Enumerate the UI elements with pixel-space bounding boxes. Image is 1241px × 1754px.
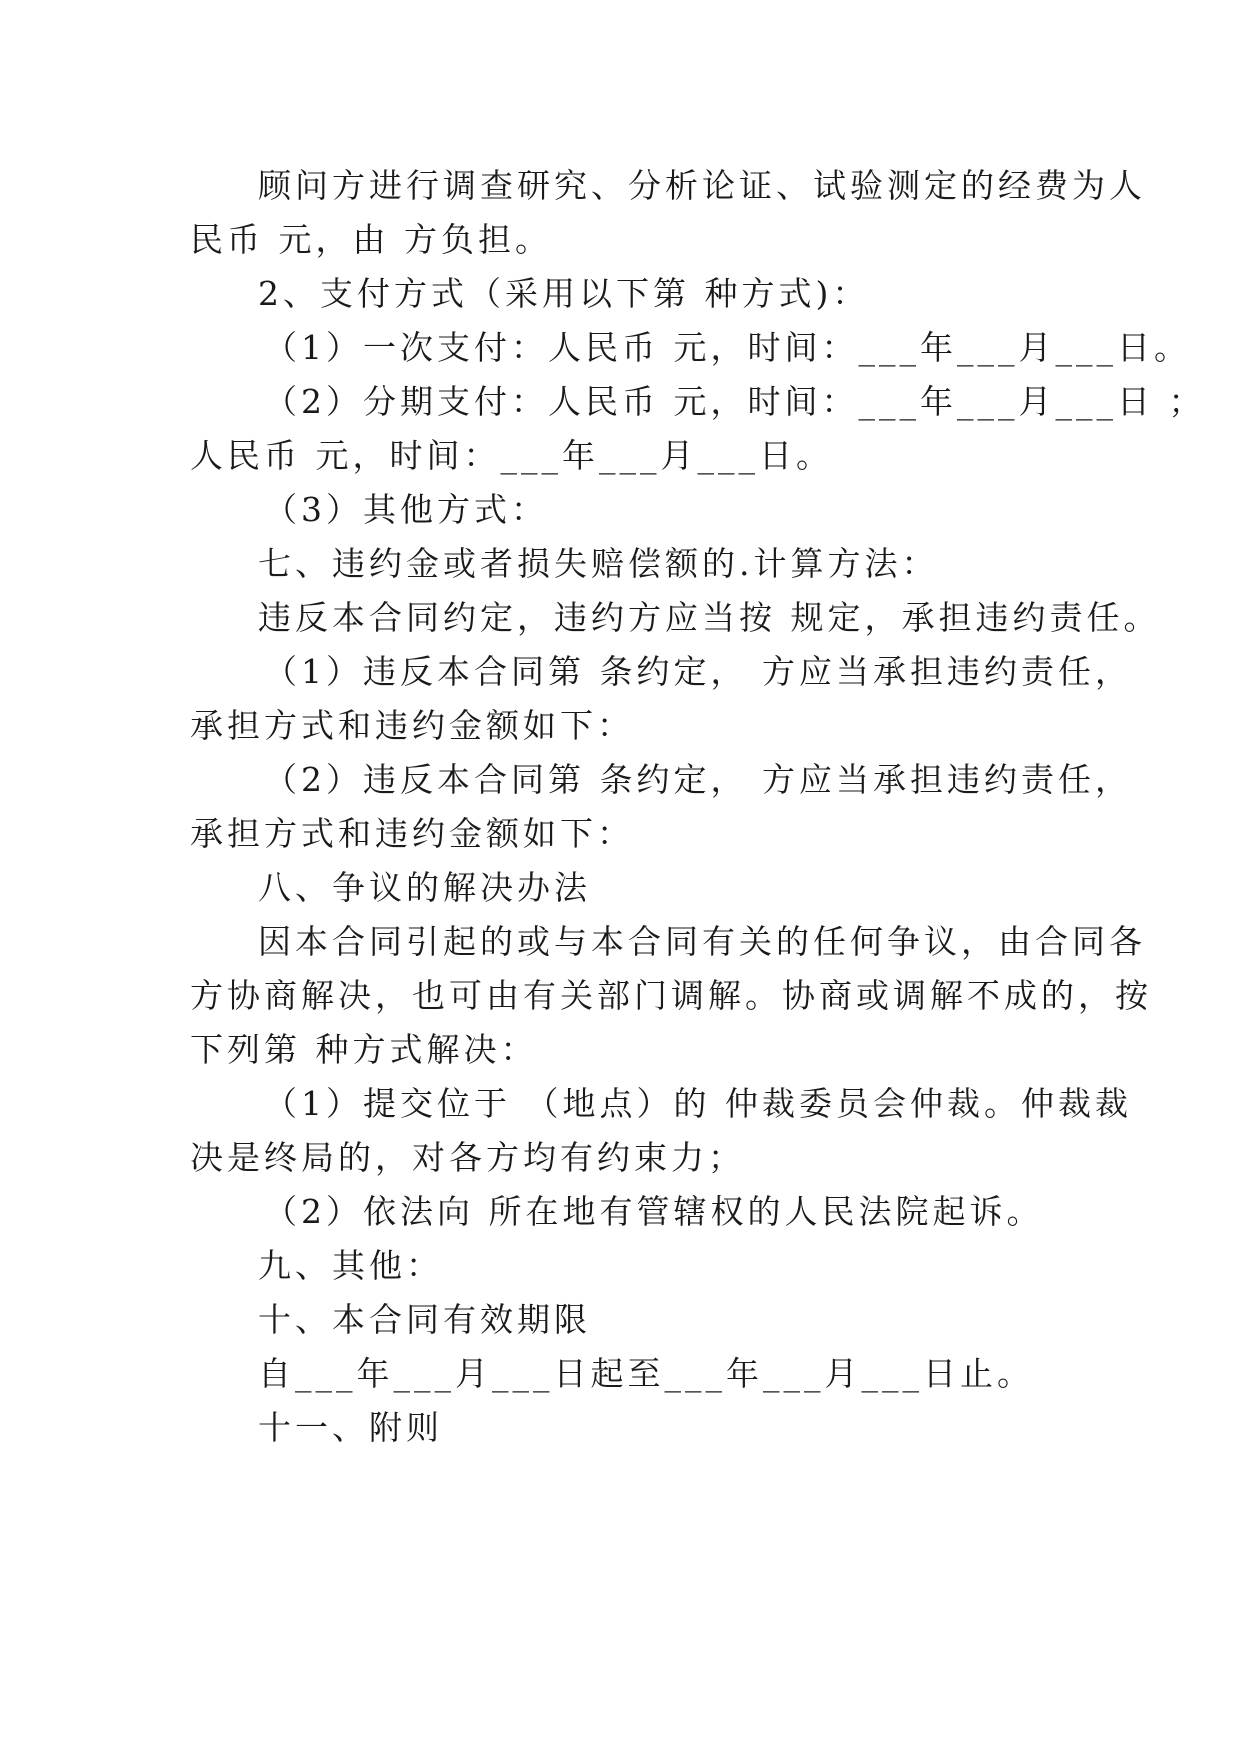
paragraph-line: （2）依法向 所在地有管辖权的人民法院起诉。 bbox=[264, 1192, 1044, 1231]
paragraph-line: 民币 元，由 方负担。 bbox=[190, 220, 552, 259]
section-heading: 七、违约金或者损失赔偿额的.计算方法： bbox=[258, 544, 939, 583]
paragraph-line: 下列第 种方式解决： bbox=[190, 1030, 538, 1069]
paragraph-line: 违反本合同约定，违约方应当按 规定，承担违约责任。 bbox=[258, 598, 1161, 637]
section-heading: 八、争议的解决办法 bbox=[258, 868, 591, 907]
paragraph-line: （1）一次支付：人民币 元，时间：___年___月___日。 bbox=[264, 328, 1191, 367]
paragraph-line: 2、支付方式（采用以下第 种方式)： bbox=[258, 274, 870, 313]
paragraph-line: 承担方式和违约金额如下： bbox=[190, 814, 634, 853]
paragraph-line: 自___年___月___日起至___年___月___日止。 bbox=[258, 1354, 1034, 1393]
paragraph-line: （3）其他方式： bbox=[264, 490, 548, 529]
section-heading: 十、本合同有效期限 bbox=[258, 1300, 591, 1339]
paragraph-line: （1）提交位于 （地点）的 仲裁委员会仲裁。仲裁裁 bbox=[264, 1084, 1132, 1123]
paragraph-line: 承担方式和违约金额如下： bbox=[190, 706, 634, 745]
paragraph-line: 人民币 元，时间：___年___月___日。 bbox=[190, 436, 833, 475]
section-heading: 九、其他： bbox=[258, 1246, 443, 1285]
paragraph-line: 顾问方进行调查研究、分析论证、试验测定的经费为人 bbox=[258, 166, 1146, 205]
paragraph-line: 决是终局的，对各方均有约束力； bbox=[190, 1138, 745, 1177]
paragraph-line: （2）违反本合同第 条约定， 方应当承担违约责任， bbox=[264, 760, 1132, 799]
paragraph-line: 因本合同引起的或与本合同有关的任何争议，由合同各 bbox=[258, 922, 1146, 961]
paragraph-line: 方协商解决，也可由有关部门调解。协商或调解不成的，按 bbox=[190, 976, 1152, 1015]
paragraph-line: （2）分期支付：人民币 元，时间：___年___月___日 ； bbox=[264, 382, 1206, 421]
paragraph-line: （1）违反本合同第 条约定， 方应当承担违约责任， bbox=[264, 652, 1132, 691]
section-heading: 十一、附则 bbox=[258, 1408, 443, 1447]
